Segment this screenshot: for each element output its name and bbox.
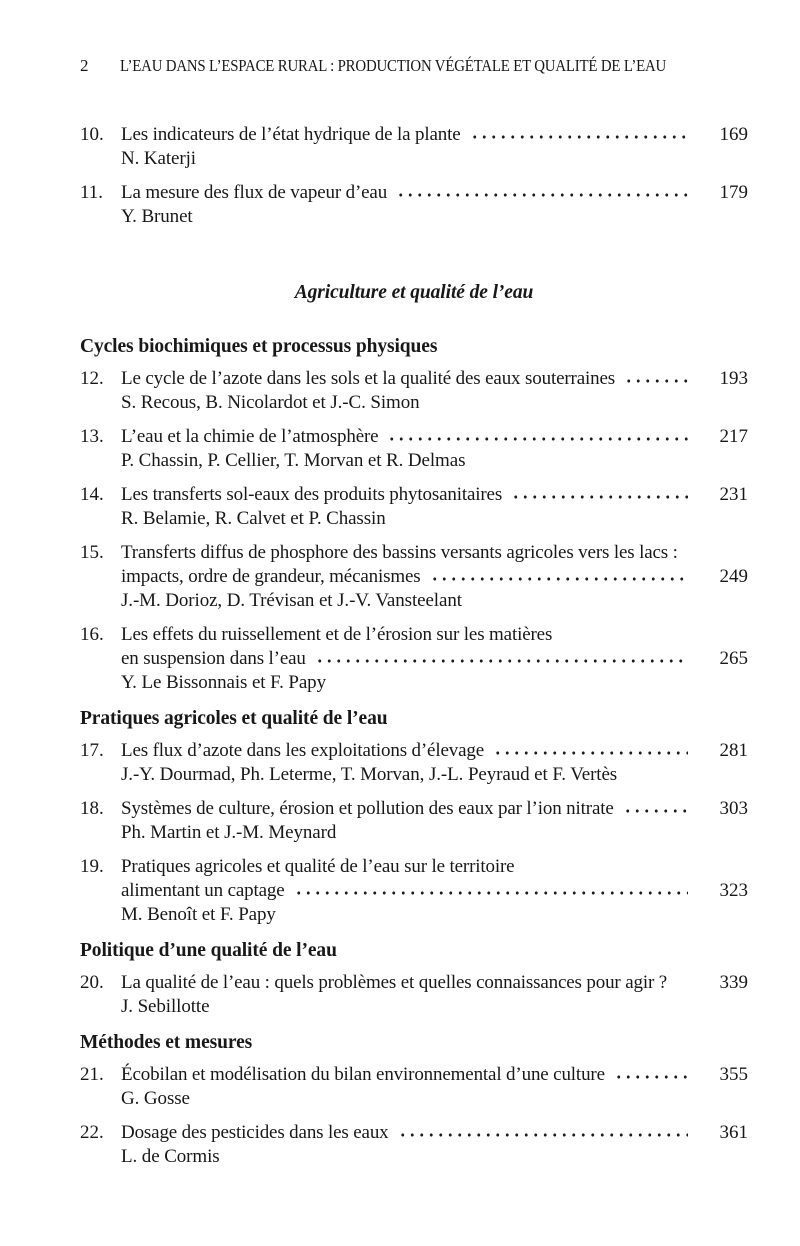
page-header bbox=[80, 55, 748, 77]
entry-authors-line bbox=[80, 391, 748, 415]
entry-authors: P. Chassin, P. Cellier, T. Morvan et R. Delmas bbox=[121, 450, 466, 471]
part-title: Agriculture et qualité de l’eau bbox=[294, 282, 534, 303]
entry-title: Les effets du ruissellement et de l’érosion sur les matières bbox=[121, 624, 553, 645]
toc-entry-15 bbox=[80, 541, 748, 613]
toc-entry-22 bbox=[80, 1121, 748, 1169]
toc-entry-21 bbox=[80, 1063, 748, 1111]
entry-page-number: 303 bbox=[719, 798, 748, 819]
entry-title-line bbox=[80, 181, 748, 205]
dot-leader bbox=[491, 739, 688, 763]
entry-authors-line bbox=[80, 671, 748, 695]
entry-authors-line bbox=[80, 821, 748, 845]
toc-entry-12 bbox=[80, 367, 748, 415]
toc-entry-11 bbox=[80, 181, 748, 229]
entry-number: 19. bbox=[80, 856, 104, 877]
entry-title: Le cycle de l’azote dans les sols et la qualité des eaux souterraines bbox=[121, 368, 616, 389]
entry-title-continuation: impacts, ordre de grandeur, mécanismes bbox=[121, 566, 421, 587]
entry-title: Les transferts sol-eaux des produits phytosanitaires bbox=[121, 484, 503, 505]
entry-authors: M. Benoît et F. Papy bbox=[121, 904, 276, 925]
entry-number: 22. bbox=[80, 1122, 104, 1143]
group-heading-politique: Politique d’une qualité de l’eau bbox=[80, 940, 337, 961]
entry-title: Systèmes de culture, érosion et pollution des eaux par l’ion nitrate bbox=[121, 798, 614, 819]
entry-page-number: 231 bbox=[719, 484, 748, 505]
dot-leader bbox=[509, 483, 688, 507]
entry-number: 21. bbox=[80, 1064, 104, 1085]
entry-page-number: 361 bbox=[719, 1122, 748, 1143]
group-heading-cycles: Cycles biochimiques et processus physiques bbox=[80, 336, 438, 357]
entry-number: 16. bbox=[80, 624, 104, 645]
dot-leader bbox=[622, 367, 688, 391]
toc-entry-13 bbox=[80, 425, 748, 473]
entry-authors-line bbox=[80, 995, 748, 1019]
entry-page-number: 339 bbox=[719, 972, 748, 993]
entry-page-number: 281 bbox=[719, 740, 748, 761]
entry-title: Dosage des pesticides dans les eaux bbox=[121, 1122, 389, 1143]
entry-authors: R. Belamie, R. Calvet et P. Chassin bbox=[121, 508, 386, 529]
group-heading-methodes: Méthodes et mesures bbox=[80, 1032, 253, 1053]
leader-spacer bbox=[674, 971, 688, 995]
entry-authors-line bbox=[80, 1087, 748, 1111]
entry-page-number: 249 bbox=[719, 566, 748, 587]
entry-authors: J.-Y. Dourmad, Ph. Leterme, T. Morvan, J.-L. Peyraud et F. Vertès bbox=[121, 764, 618, 785]
entry-number: 12. bbox=[80, 368, 104, 389]
entry-number: 15. bbox=[80, 542, 104, 563]
entry-authors-line bbox=[80, 147, 748, 171]
toc-entry-20 bbox=[80, 971, 748, 1019]
entry-title-line bbox=[80, 623, 748, 647]
entry-page-number: 355 bbox=[719, 1064, 748, 1085]
toc-entry-16 bbox=[80, 623, 748, 695]
page-number-folio: 2 bbox=[80, 56, 89, 75]
entry-authors-line bbox=[80, 1145, 748, 1169]
group-heading-pratiques: Pratiques agricoles et qualité de l’eau bbox=[80, 708, 388, 729]
entry-title-continuation-line bbox=[80, 879, 748, 903]
entry-title-line bbox=[80, 483, 748, 507]
entry-authors: Y. Le Bissonnais et F. Papy bbox=[121, 672, 326, 693]
entry-title-line bbox=[80, 855, 748, 879]
entry-page-number: 323 bbox=[719, 880, 748, 901]
entry-title: L’eau et la chimie de l’atmosphère bbox=[121, 426, 379, 447]
entry-title: Les indicateurs de l’état hydrique de la plante bbox=[121, 124, 461, 145]
entry-number: 11. bbox=[80, 182, 104, 203]
entry-title-line bbox=[80, 797, 748, 821]
entry-title-line bbox=[80, 1121, 748, 1145]
dot-leader bbox=[468, 123, 688, 147]
entry-number: 13. bbox=[80, 426, 104, 447]
entry-number: 14. bbox=[80, 484, 104, 505]
entry-authors: Y. Brunet bbox=[121, 206, 193, 227]
toc-entry-19 bbox=[80, 855, 748, 927]
entry-authors: J. Sebillotte bbox=[121, 996, 210, 1017]
entry-authors: J.-M. Dorioz, D. Trévisan et J.-V. Vansteelant bbox=[121, 590, 462, 611]
toc-entry-17 bbox=[80, 739, 748, 787]
entry-authors: N. Katerji bbox=[121, 148, 196, 169]
dot-leader bbox=[292, 879, 688, 903]
entry-title-continuation-line bbox=[80, 647, 748, 671]
dot-leader bbox=[385, 425, 688, 449]
entry-title-line bbox=[80, 425, 748, 449]
entry-page-number: 179 bbox=[719, 182, 748, 203]
dot-leader bbox=[428, 565, 688, 589]
entry-title-line bbox=[80, 123, 748, 147]
entry-number: 18. bbox=[80, 798, 104, 819]
entry-authors-line bbox=[80, 903, 748, 927]
running-head-title: L’EAU DANS L’ESPACE RURAL : PRODUCTION VÉGÉTALE ET QUALITÉ DE L’EAU bbox=[120, 56, 667, 75]
entry-title: La mesure des flux de vapeur d’eau bbox=[121, 182, 388, 203]
entry-number: 10. bbox=[80, 124, 104, 145]
table-of-contents bbox=[80, 123, 748, 1169]
entry-authors: S. Recous, B. Nicolardot et J.-C. Simon bbox=[121, 392, 420, 413]
entry-authors-line bbox=[80, 589, 748, 613]
entry-title-line bbox=[80, 367, 748, 391]
toc-entry-14 bbox=[80, 483, 748, 531]
entry-title-continuation-line bbox=[80, 565, 748, 589]
entry-page-number: 217 bbox=[719, 426, 748, 447]
entry-page-number: 193 bbox=[719, 368, 748, 389]
entry-page-number: 265 bbox=[719, 648, 748, 669]
toc-entry-10 bbox=[80, 123, 748, 171]
entry-authors-line bbox=[80, 449, 748, 473]
dot-leader bbox=[394, 181, 688, 205]
entry-title: Pratiques agricoles et qualité de l’eau sur le territoire bbox=[121, 856, 515, 877]
entry-title-line bbox=[80, 541, 748, 565]
dot-leader bbox=[396, 1121, 688, 1145]
entry-title-line bbox=[80, 1063, 748, 1087]
entry-authors: L. de Cormis bbox=[121, 1146, 220, 1167]
entry-number: 17. bbox=[80, 740, 104, 761]
entry-title: Transferts diffus de phosphore des bassins versants agricoles vers les lacs : bbox=[121, 542, 678, 563]
entry-page-number: 169 bbox=[719, 124, 748, 145]
toc-entry-18 bbox=[80, 797, 748, 845]
entry-title-line bbox=[80, 971, 748, 995]
entry-title: Les flux d’azote dans les exploitations d’élevage bbox=[121, 740, 485, 761]
entry-title-line bbox=[80, 739, 748, 763]
entry-title: Écobilan et modélisation du bilan environnemental d’une culture bbox=[121, 1064, 605, 1085]
dot-leader bbox=[621, 797, 688, 821]
entry-authors-line bbox=[80, 205, 748, 229]
dot-leader bbox=[313, 647, 688, 671]
entry-title-continuation: alimentant un captage bbox=[121, 880, 285, 901]
entry-authors-line bbox=[80, 763, 748, 787]
entry-title: La qualité de l’eau : quels problèmes et quelles connaissances pour agir ? bbox=[121, 972, 668, 993]
entry-authors: Ph. Martin et J.-M. Meynard bbox=[121, 822, 337, 843]
entry-authors: G. Gosse bbox=[121, 1088, 190, 1109]
entry-number: 20. bbox=[80, 972, 104, 993]
dot-leader bbox=[612, 1063, 688, 1087]
entry-title-continuation: en suspension dans l’eau bbox=[121, 648, 306, 669]
entry-authors-line bbox=[80, 507, 748, 531]
